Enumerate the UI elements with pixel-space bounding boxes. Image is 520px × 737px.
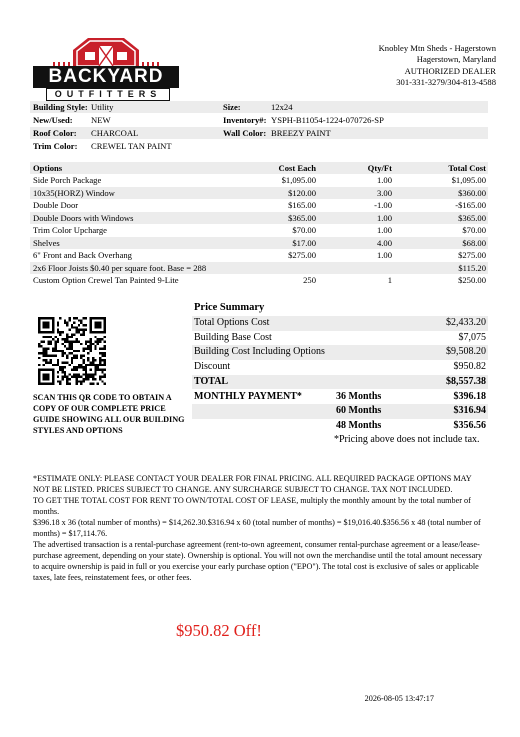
building-style-label: Building Style:: [33, 102, 88, 112]
options-table-header: [30, 162, 488, 174]
price-summary-title: Price Summary: [194, 302, 265, 313]
option-cost-each: $1,095.00: [281, 175, 316, 185]
option-qty: 4.00: [376, 237, 392, 248]
months-term: 48 Months: [336, 419, 382, 431]
option-cost-each: $275.00: [288, 250, 316, 260]
option-cost-each: $70.00: [292, 225, 316, 235]
trim-color-label: Trim Color:: [33, 141, 78, 151]
info-row-roof: [30, 127, 488, 139]
option-total: $68.00: [462, 237, 486, 248]
option-total: $70.00: [462, 225, 486, 235]
disclaimer-calculation: $396.18 x 36 (total number of months) = $14,262.30.$316.94 x 60 (total number of months) = $19,016.40.$356.56 x 48 (total number of months) = $17,114.76.: [33, 518, 481, 538]
summary-label: Total Options Cost: [194, 317, 270, 328]
qr-code: [38, 317, 106, 385]
disclaimer-rental-terms: The advertised transaction is a rental-purchase agreement (rent-to-own agreement, consumer rental-purchase agreement or a lease/lease-purchase agreement, depending on your state). Ownership is optional. You will not own the merchandise until the total amount necessary to acquire ownership is paid in full or you exercise your early purchase option ("EPO"). The total cost is exclusive of sales or applicable taxes, late fees, reinstatement fees, or other fees.: [33, 540, 483, 582]
summary-value: $8,557.38: [446, 375, 486, 387]
option-row: [30, 274, 488, 287]
monthly-amount: $356.56: [453, 419, 486, 431]
option-name: Double Doors with Windows: [33, 212, 134, 223]
summary-value: $2,433.20: [446, 317, 486, 328]
option-name: Custom Option Crewel Tan Painted 9-Lite: [33, 275, 179, 285]
option-total: -$165.00: [455, 200, 486, 210]
option-cost-each: 250: [303, 275, 316, 285]
option-row: [30, 262, 488, 275]
monthly-payment-label: MONTHLY PAYMENT*: [194, 390, 302, 402]
disclaimer: [33, 473, 489, 583]
discount-banner: $950.82 Off!: [176, 621, 262, 640]
option-row: [30, 187, 488, 200]
option-qty: 1.00: [376, 250, 392, 260]
new-used-value: NEW: [91, 115, 111, 125]
summary-row: [192, 331, 488, 346]
dealer-status: AUTHORIZED DEALER: [404, 65, 496, 76]
option-row: [30, 237, 488, 250]
new-used-label: New/Used:: [33, 115, 73, 125]
option-cost-each: $165.00: [288, 200, 316, 210]
option-qty: 1: [387, 275, 392, 285]
wall-color-value: BREEZY PAINT: [271, 128, 331, 138]
dealer-name: Knobley Mtn Sheds - Hagerstown: [378, 43, 496, 53]
monthly-payment-row: [192, 390, 488, 405]
option-name: Trim Color Upcharge: [33, 225, 107, 235]
disclaimer-total-cost: TO GET THE TOTAL COST FOR RENT TO OWN/TOTAL COST OF LEASE, multiply the monthly amount by the total number of months.: [33, 496, 471, 516]
option-name: 10x35(HORZ) Window: [33, 187, 115, 198]
summary-label: TOTAL: [194, 375, 229, 387]
monthly-amount: $396.18: [453, 390, 486, 402]
option-name: Side Porch Package: [33, 175, 102, 185]
option-total: $250.00: [458, 275, 486, 285]
months-term: 60 Months: [336, 405, 382, 417]
disclaimer-estimate: *ESTIMATE ONLY: PLEASE CONTACT YOUR DEALER FOR FINAL PRICING. ALL REQUIRED PACKAGE OPTIONS MAY NOT BE LISTED. PRICES SUBJECT TO CHANGE. ANY SURCHARGE SUBJECT TO CHANGE. TAX NOT INCLUDED.: [33, 474, 472, 494]
roof-color-label: Roof Color:: [33, 128, 77, 138]
size-label: Size:: [223, 102, 241, 112]
building-style-value: Utility: [91, 102, 114, 112]
option-total: $365.00: [458, 212, 486, 223]
option-total: $360.00: [458, 187, 486, 198]
summary-label: Discount: [194, 361, 231, 373]
inventory-value: YSPH-B11054-1224-070726-SP: [271, 115, 384, 125]
monthly-amount: $316.94: [453, 405, 486, 417]
cost-each-header: Cost Each: [278, 163, 316, 173]
option-cost-each: $17.00: [292, 237, 316, 248]
option-qty: 1.00: [376, 225, 392, 235]
option-row: [30, 212, 488, 225]
monthly-payment-row: [192, 404, 488, 419]
trim-color-value: CREWEL TAN PAINT: [91, 141, 172, 151]
logo-subtitle: OUTFITTERS: [46, 88, 170, 101]
summary-row: [192, 360, 488, 375]
option-total: $275.00: [458, 250, 486, 260]
info-row-trim: [30, 140, 488, 152]
option-name: Shelves: [33, 237, 60, 248]
size-value: 12x24: [271, 102, 293, 112]
option-row: [30, 199, 488, 212]
months-term: 36 Months: [336, 390, 382, 402]
summary-value: $9,508.20: [446, 346, 486, 358]
monthly-payment-row: [192, 419, 488, 434]
info-row-new-used: [30, 114, 488, 126]
option-qty: -1.00: [374, 200, 392, 210]
dealer-location: Hagerstown, Maryland: [416, 54, 496, 65]
summary-label: Building Cost Including Options: [194, 346, 325, 358]
option-qty: 1.00: [376, 175, 392, 185]
summary-value: $950.82: [453, 361, 486, 373]
option-row: [30, 174, 488, 187]
option-row: [30, 224, 488, 237]
option-cost-each: $365.00: [288, 212, 316, 223]
dealer-phone: 301-331-3279/304-813-4588: [396, 76, 496, 87]
pricing-footnote: *Pricing above does not include tax.: [334, 434, 480, 445]
option-name: 2x6 Floor Joists $0.40 per square foot. Base = 288: [33, 262, 207, 273]
inventory-label: Inventory#:: [223, 115, 267, 125]
option-qty: 1.00: [376, 212, 392, 223]
logo-wordmark: BACKYARD: [33, 66, 179, 88]
wall-color-label: Wall Color:: [223, 128, 267, 138]
dealer-info: [379, 43, 496, 88]
qr-instruction: SCAN THIS QR CODE TO OBTAIN A COPY OF OUR COMPLETE PRICE GUIDE SHOWING ALL OUR BUILDING STYLES AND OPTIONS: [33, 393, 185, 435]
summary-value: $7,075: [458, 331, 486, 343]
option-total: $115.20: [458, 262, 486, 273]
timestamp: 2026-08-05 13:47:17: [364, 694, 434, 703]
option-name: 6" Front and Back Overhang: [33, 250, 132, 260]
summary-label: Building Base Cost: [194, 331, 272, 343]
roof-color-value: CHARCOAL: [91, 128, 139, 138]
qty-header: Qty/Ft: [367, 163, 392, 173]
option-row: [30, 249, 488, 262]
option-qty: 3.00: [376, 187, 392, 198]
summary-row: [192, 375, 488, 390]
total-cost-header: Total Cost: [448, 163, 486, 173]
summary-row: [192, 345, 488, 360]
option-name: Double Door: [33, 200, 79, 210]
summary-row: [192, 316, 488, 331]
option-cost-each: $120.00: [288, 187, 316, 198]
options-header: Options: [33, 163, 63, 173]
info-row-style: [30, 101, 488, 113]
option-total: $1,095.00: [451, 175, 486, 185]
